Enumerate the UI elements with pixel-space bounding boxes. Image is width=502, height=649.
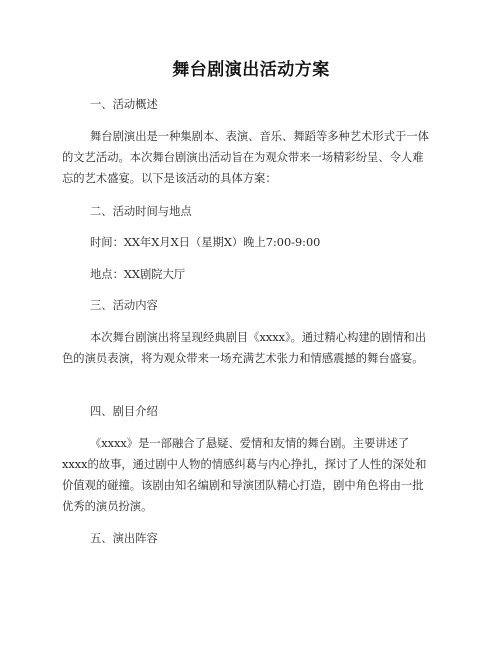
overview-text: 舞台剧演出是一种集剧本、表演、音乐、舞蹈等多种艺术形式于一体的文艺活动。本次舞台剧演出活动旨在为观众带来一场精彩纷呈、令人难忘的艺术盛宴。以下是该活动的具体方案： [62,130,429,185]
section-heading-overview: 一、活动概述 [90,98,158,111]
content-text: 本次舞台剧演出将呈现经典剧目《xxxx》。通过精心构建的剧情和出色的演员表演，将为观众带来一场充满艺术张力和情感震撼的舞台盛宴。 [62,331,427,365]
section-heading-content: 三、活动内容 [90,299,158,312]
event-time-line: 时间：XX年X月X日（星期X）晚上7:00-9:00 [90,236,321,249]
play-intro-text: 《xxxx》是一部融合了悬疑、爱情和友情的舞台剧。主要讲述了xxxx的故事，通过剧中人物的情感纠葛与内心挣扎，探讨了人性的深处和价值观的碰撞。该剧由知名编剧和导演团队精心打造，剧中角色将由一批优秀的演员扮演。 [62,437,427,513]
section-paragraph-play-intro [62,433,434,517]
document-title: 舞台剧演出活动方案 [172,60,330,80]
section-heading-cast: 五、演出阵容 [90,532,158,545]
section-paragraph-content [62,327,434,369]
event-place-line: 地点：XX剧院大厅 [90,268,186,281]
section-paragraph-overview [62,126,434,189]
section-heading-play-intro: 四、剧目介绍 [90,405,158,418]
section-heading-time-place: 二、活动时间与地点 [90,205,192,218]
